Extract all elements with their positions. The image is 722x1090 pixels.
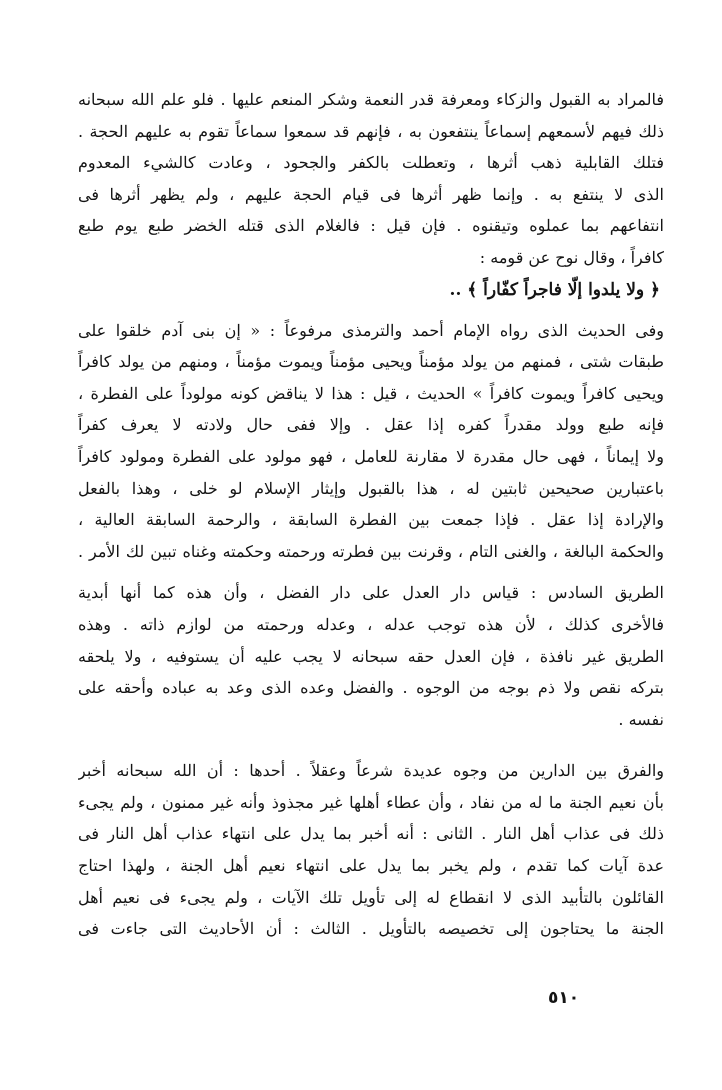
text-line: ويحيى كافراً ويموت كافراً » الحديث ، قيل : هذا لا يناقض كونه مولوداً على الفطرة ، <box>78 383 664 403</box>
text-line: الجنة ما يحتاجون إلى تخصيصه بالتأويل . الثالث : أن الأحاديث التى جاءت فى <box>78 919 664 939</box>
text-line: الطريق السادس : قياس دار العدل على دار الفضل ، وأن هذه كما أنها أبدية <box>78 583 664 603</box>
text-line: فالمراد به القبول والزكاء ومعرفة قدر النعمة وشكر المنعم عليها . فلو علم الله سبحانه <box>78 90 664 109</box>
text-line: فتلك القابلية ذهب أثرها ، وتعطلت بالكفر والجحود ، وعادت كالشيء المعدوم <box>78 153 664 173</box>
paragraph-4 <box>78 755 664 945</box>
text-line: والإرادة إذا عقل . فإذا جمعت بين الفطرة السابقة ، والرحمة السابقة العالية ، <box>78 510 664 530</box>
spacer <box>78 307 664 315</box>
text-line: ذلك فى عذاب أهل النار . الثانى : أنه أخبر بما يدل على انتهاء عذاب أهل النار فى <box>78 824 664 844</box>
text-line: فإنه طبع وولد مقدراً كفره إذا عقل . وإلا ففى حال ولادته لا يعرف كفراً <box>78 415 664 435</box>
text-line: بتركه نقص ولا ذم بوجه من الوجوه . والفضل وعده الذى وعد به عباده وأحقه على <box>78 678 664 698</box>
quran-verse: ﴿ ولا يلدوا إلّا فاجراً كفّاراً ﴾ .. <box>449 279 660 300</box>
text-line: ذلك فيهم لأسمعهم إسماعاً ينتفعون به ، فإنهم قد سمعوا سماعاً تقوم به عليهم الحجة . <box>78 121 664 141</box>
page-number: ٥١٠ <box>548 988 580 1008</box>
text-line: بأن نعيم الجنة ما له من نفاد ، وأن عطاء أهلها غير مجذوذ وأنه غير ممنون ، ولم يجىء <box>78 792 664 812</box>
paragraph-2 <box>78 315 664 568</box>
text-line: القائلون بالتأبيد الذى لا انقطاع له إلى تأويل تلك الآيات ، ولم يجىء فى نعيم أهل <box>78 887 664 907</box>
text-line: كافراً ، وقال نوح عن قومه : <box>479 247 664 267</box>
text-line: عدة آيات كما تقدم ، ولم يخبر بما يدل على انتهاء نعيم أهل الجنة ، ولهذا احتاج <box>78 856 664 876</box>
text-line: الذى لا ينتفع به . وإنما ظهر أثرها فى قيام الحجة عليهم ، ولم يظهر أثرها فى <box>78 184 664 204</box>
text-line: نفسه . <box>618 709 664 729</box>
text-line: طبقات شتى ، فمنهم من يولد مؤمناً ويحيى مؤمناً ويموت مؤمناً ، ومنهم من يولد كافراً <box>78 352 664 372</box>
text-line: انتفاعهم بما عملوه وتيقنوه . فإن قيل : فالغلام الذى قتله الخضر طبع يوم طبع <box>78 216 664 236</box>
text-line: وفى الحديث الذى رواه الإمام أحمد والترمذى مرفوعاً : « إن بنى آدم خلقوا على <box>78 320 664 340</box>
text-line: والحكمة البالغة ، والغنى التام ، وقرنت بين فطرته ورحمته وحكمته وغناه تبين لك الأمر . <box>78 541 664 561</box>
paragraph-3 <box>78 577 664 735</box>
text-line: والفرق بين الدارين من وجوه عديدة شرعاً وعقلاً . أحدها : أن الله سبحانه أخبر <box>78 761 664 781</box>
text-column <box>78 84 664 945</box>
spacer <box>78 735 664 755</box>
text-line: الطريق غير نافذة ، فإن العدل حقه سبحانه لا يجب عليه أن يستوفيه ، ولا يلحقه <box>78 646 664 666</box>
spacer <box>78 567 664 577</box>
text-line: باعتبارين صحيحين ثابتين له ، هذا بالقبول وإيثار الإسلام لو خلى ، وهذا بالفعل <box>78 478 664 498</box>
text-line: ولا إيماناً ، فهى حال مقدرة لا مقارنة للعامل ، فهو مولود على الفطرة ومولود كافراً <box>78 446 664 466</box>
text-line: فالأخرى كذلك ، لأن هذه توجب عدله ، وعدله ورحمته من لوازم ذاته . وهذه <box>78 614 664 634</box>
paragraph-1 <box>78 84 664 274</box>
